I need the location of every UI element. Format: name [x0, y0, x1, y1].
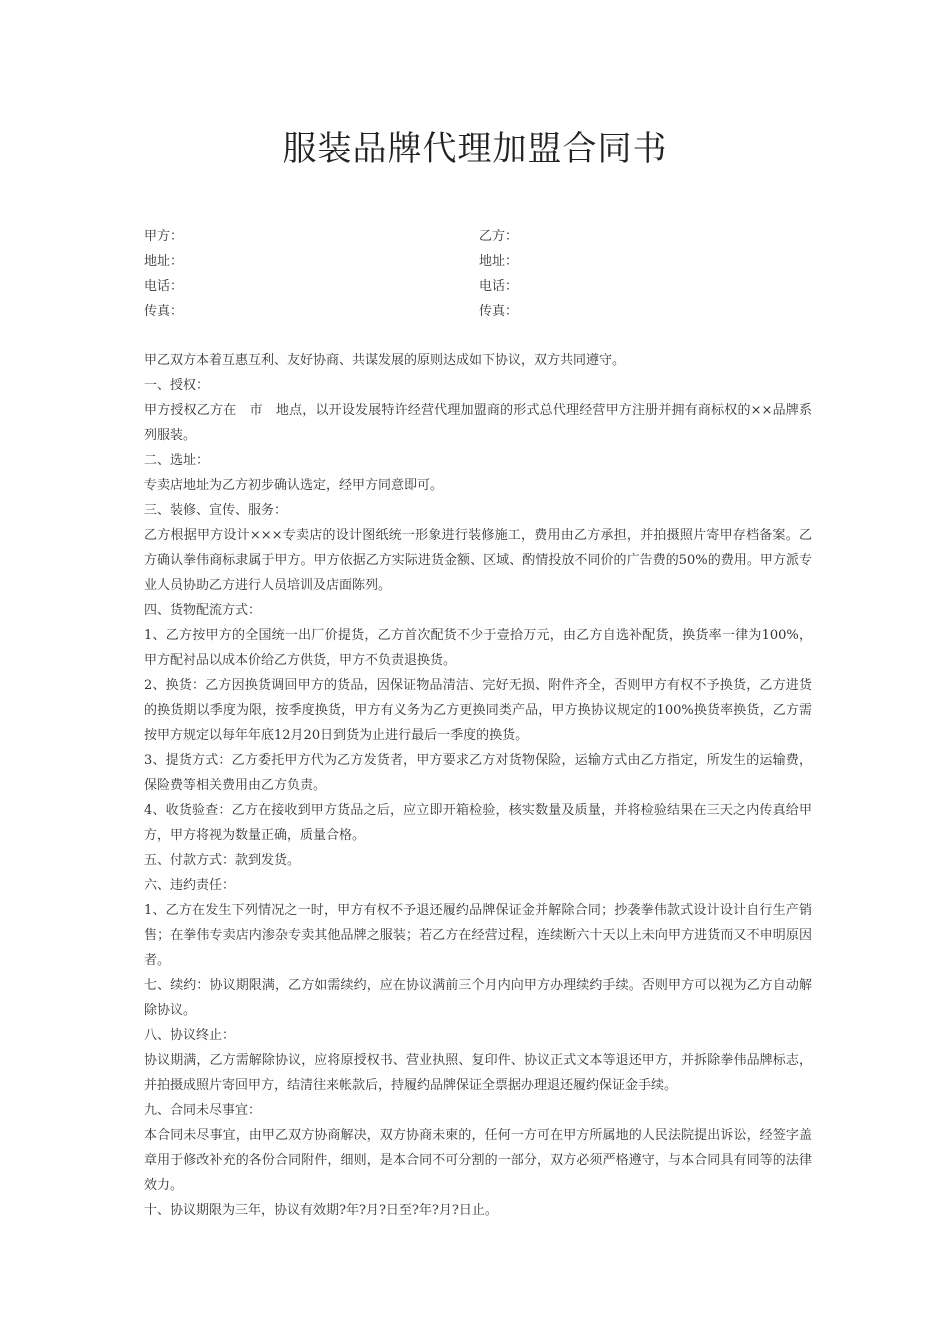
paragraph-termination: 协议期满，乙方需解除协议，应将原授权书、营业执照、复印件、协议正式文本等退还甲方，并拆除拳伟品牌标志，并拍摄成照片寄回甲方，结清往来帐款后，持履约品牌保证全票据办理退还履约保证金手续。	[144, 1053, 812, 1093]
paragraph-decoration: 乙方根据甲方设计×××专卖店的设计图纸统一形象进行装修施工，费用由乙方承担，并拍摄照片寄甲存档备案。乙方确认拳伟商标隶属于甲方。甲方依据乙方实际进货金额、区域、酌情投放不同价的广告费的50%的费用。甲方派专业人员协助乙方进行人员培训及店面陈列。	[144, 528, 812, 593]
party-b-phone: 电话：	[479, 279, 519, 294]
party-b-label: 乙方：	[479, 229, 519, 244]
section-heading-distribution: 四、货物配流方式：	[144, 603, 262, 618]
section-heading-payment: 五、付款方式：款到发货。	[144, 853, 301, 868]
party-a-label: 甲方：	[144, 229, 184, 244]
paragraph-distribution-3: 3、提货方式：乙方委托甲方代为乙方发货者，甲方要求乙方对货物保险，运输方式由乙方指定，所发生的运输费，保险费等相关费用由乙方负责。	[144, 753, 812, 793]
party-row-phone	[144, 274, 814, 299]
section-heading-decoration: 三、装修、宣传、服务：	[144, 503, 288, 518]
paragraph-breach-1: 1、乙方在发生下列情况之一时，甲方有权不予退还履约品牌保证金并解除合同；抄袭拳伟款式设计设计自行生产销售；在拳伟专卖店内渗杂专卖其他品牌之服装；若乙方在经营过程，连续断六十天以上未向甲方进货而又不申明原因者。	[144, 903, 812, 968]
paragraph-authorization: 甲方授权乙方在 市 地点，以开设发展特许经营代理加盟商的形式总代理经营甲方注册并拥有商标权的××品牌系列服装。	[144, 403, 812, 443]
section-heading-unresolved: 九、合同未尽事宜：	[144, 1103, 262, 1118]
paragraph-distribution-1: 1、乙方按甲方的全国统一出厂价提货，乙方首次配货不少于壹拾万元，由乙方自选补配货，换货率一律为100%，甲方配衬品以成本价给乙方供货，甲方不负责退换货。	[144, 628, 812, 668]
party-b-fax: 传真：	[479, 304, 519, 319]
paragraph-renewal: 七、续约：协议期限满，乙方如需续约，应在协议满前三个月内向甲方办理续约手续。否则甲方可以视为乙方自动解除协议。	[144, 978, 812, 1018]
contract-body	[144, 348, 812, 1223]
section-heading-site-selection: 二、选址：	[144, 453, 210, 468]
party-row-address	[144, 249, 814, 274]
section-heading-termination: 八、协议终止：	[144, 1028, 236, 1043]
party-a-fax: 传真：	[144, 304, 184, 319]
paragraph-unresolved: 本合同未尽事宜，由甲乙双方协商解决，双方协商未柬的，任何一方可在甲方所属地的人民法院提出诉讼，经签字盖章用于修改补充的各份合同附件，细则，是本合同不可分割的一部分，双方必须严格遵守，与本合同具有同等的法律效力。	[144, 1128, 812, 1193]
parties-block	[144, 224, 814, 324]
preamble: 甲乙双方本着互惠互利、友好协商、共谋发展的原则达成如下协议，双方共同遵守。	[144, 353, 626, 368]
party-row-party	[144, 224, 814, 249]
party-row-fax	[144, 299, 814, 324]
document-title: 服装品牌代理加盟合同书	[282, 129, 668, 169]
section-heading-breach: 六、违约责任：	[144, 878, 236, 893]
party-a-phone: 电话：	[144, 279, 184, 294]
paragraph-site-selection: 专卖店地址为乙方初步确认选定，经甲方同意即可。	[144, 478, 444, 493]
paragraph-distribution-4: 4、收货验查：乙方在接收到甲方货品之后，应立即开箱检验，核实数量及质量，并将检验结果在三天之内传真给甲方，甲方将视为数量正确，质量合格。	[144, 803, 812, 843]
party-b-address: 地址：	[479, 254, 519, 269]
paragraph-distribution-2: 2、换货：乙方因换货调回甲方的货品，因保证物品清洁、完好无损、附件齐全，否则甲方有权不予换货，乙方进货的换货期以季度为限，按季度换货，甲方有义务为乙方更换同类产品，甲方换协议规定的100%换货率换货，乙方需按甲方规定以每年年底12月20日到货为止进行最后一季度的换货。	[144, 678, 812, 743]
paragraph-term: 十、协议期限为三年，协议有效期?年?月?日至?年?月?日止。	[144, 1203, 498, 1218]
section-heading-authorization: 一、授权：	[144, 378, 210, 393]
party-a-address: 地址：	[144, 254, 184, 269]
